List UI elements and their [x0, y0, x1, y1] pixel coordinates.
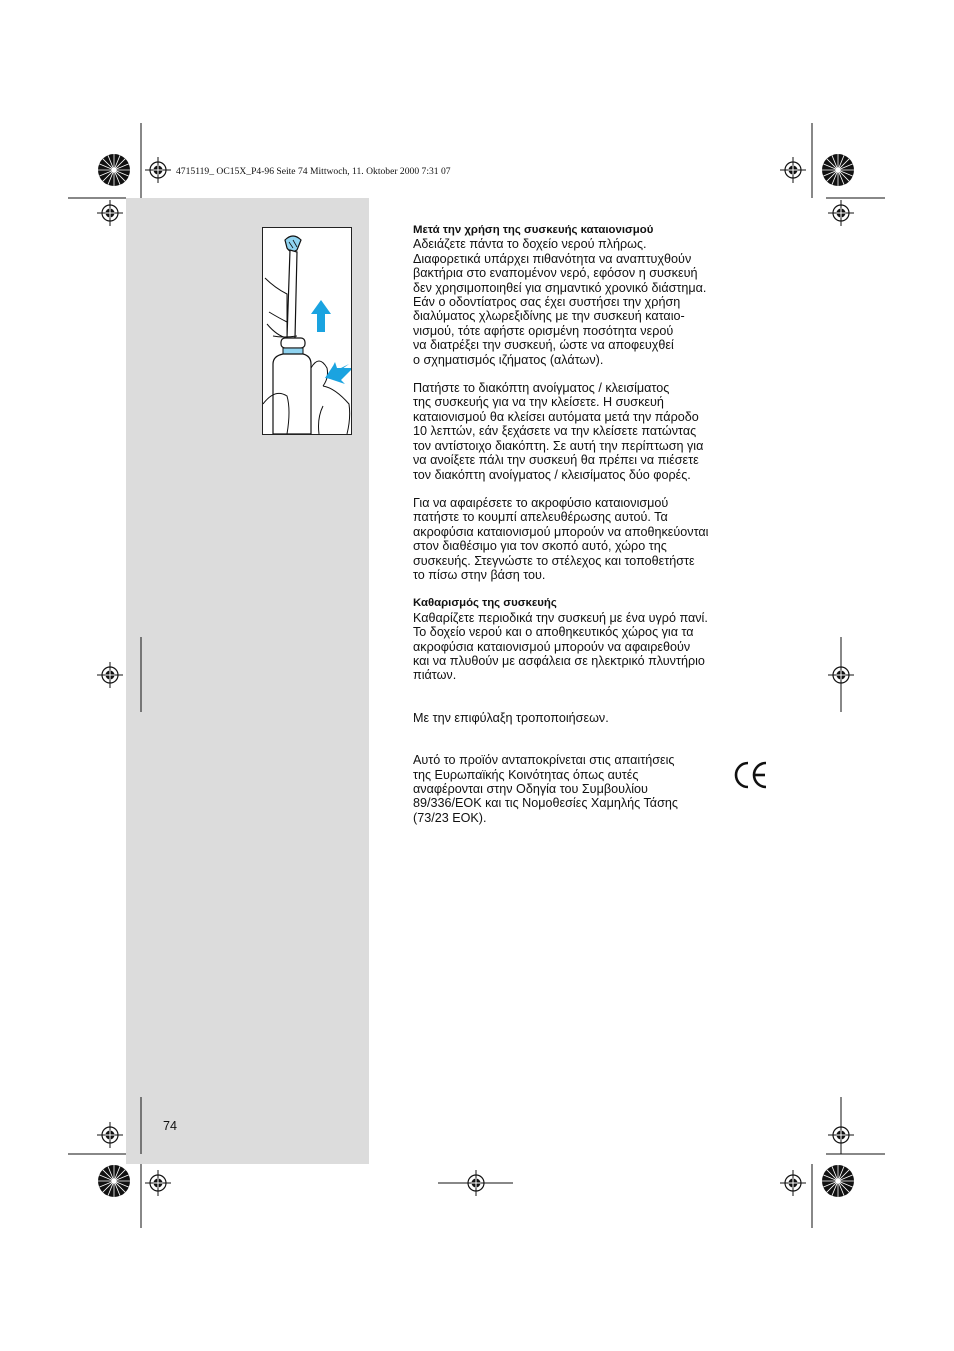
text-line: Το δοχείο νερού και ο αποθηκευτικός χώρος για τα — [413, 625, 694, 640]
text-line: 89/336/ΕΟΚ και τις Νομοθεσίες Χαμηλής Τάσης — [413, 796, 678, 811]
paragraph-after-use-1 — [413, 237, 773, 367]
text-line: πιάτων. — [413, 668, 457, 683]
text-line: (73/23 ΕΟΚ). — [413, 810, 487, 825]
text-line: και να πλυθούν με ασφάλεια σε ηλεκτρικό πλυντήριο — [413, 653, 705, 668]
text-line: Αυτό το προϊόν ανταποκρίνεται στις απαιτήσεις — [413, 753, 675, 768]
text-line: της συσκευής για να την κλείσετε. Η συσκευή — [413, 395, 664, 410]
text-line: Διαφορετικά υπάρχει πιθανότητα να αναπτυχθούν — [413, 251, 692, 266]
illustration-irrigator-hand — [262, 227, 352, 435]
paragraph-after-use-2 — [413, 381, 773, 482]
text-line: να ανοίξετε πάλι την συσκευή θα πρέπει να πιέσετε — [413, 453, 699, 468]
text-line: στον διαθέσιμο για τον σκοπό αυτό, χώρο της — [413, 539, 667, 554]
text-line: Για να αφαιρέσετε το ακροφύσιο καταιονισμού — [413, 495, 669, 510]
text-line: βακτήρια στο εναπομένον νερό, εφόσον η συσκευή — [413, 266, 698, 281]
paragraph-conformity — [413, 753, 773, 825]
text-line: πατήστε το κουμπί απελευθέρωσης αυτού. Τα — [413, 510, 668, 525]
text-line: καταιονισμού θα κλείσει αυτόματα μετά την πάροδο — [413, 409, 699, 424]
paragraph-cleaning — [413, 611, 773, 683]
text-line: Αδειάζετε πάντα το δοχείο νερού πλήρως. — [413, 237, 647, 252]
main-text-column — [413, 223, 773, 825]
heading-cleaning: Καθαρισμός της συσκευής — [413, 597, 557, 610]
print-slug: 4715119_ OC15X_P4-96 Seite 74 Mittwoch, 11. Oktober 2000 7:31 07 — [176, 166, 451, 177]
text-line: ακροφύσια καταιονισμού μπορούν να αποθηκεύονται — [413, 524, 709, 539]
text-line: νισμού, τότε αφήστε ορισμένη ποσότητα νερού — [413, 323, 674, 338]
text-line: Καθαρίζετε περιοδικά την συσκευή με ένα υγρό πανί. — [413, 610, 708, 625]
text-line: τον αντίστοιχο διακόπτη. Σε αυτή την περίπτωση για — [413, 438, 704, 453]
reservation-note: Με την επιφύλαξη τροποποιήσεων. — [413, 710, 609, 725]
text-line: ακροφύσια καταιονισμού μπορούν να αφαιρεθούν — [413, 639, 691, 654]
paragraph-after-use-3 — [413, 496, 773, 582]
text-line: τον διακόπτη ανοίγματος / κλεισίματος δύο φορές. — [413, 467, 691, 482]
text-line: Πατήστε το διακόπτη ανοίγματος / κλεισίματος — [413, 381, 670, 396]
page-number: 74 — [163, 1119, 178, 1133]
text-line: δεν χρησιμοποιηθεί για σημαντικό χρονικό διάστημα. — [413, 280, 707, 295]
text-line: της Ευρωπαϊκής Κοινότητας όπως αυτές — [413, 767, 639, 782]
text-line: το πίσω στην βάση του. — [413, 567, 546, 582]
text-line: να διατρέξει την συσκευή, ώστε να αποφευχθεί — [413, 338, 674, 353]
text-line: διαλύματος χλωρεξιδίνης με την συσκευή καταιο- — [413, 309, 685, 324]
text-line: αναφέρονται στην Οδηγία του Συμβουλίου — [413, 782, 648, 796]
text-line: Εάν ο οδοντίατρος σας έχει συστήσει την χρήση — [413, 295, 681, 310]
text-line: συσκευής. Στεγνώστε το στέλεχος και τοποθετήστε — [413, 553, 695, 568]
irrigator-drawing — [263, 228, 351, 434]
heading-after-use: Μετά την χρήση της συσκευής καταιονισμού — [413, 224, 654, 236]
text-line: ο σχηματισμός ιζήματος (αλάτων). — [413, 352, 604, 367]
ce-mark-icon — [733, 760, 769, 790]
text-line: 10 λεπτών, εάν ξεχάσετε να την κλείσετε πατώντας — [413, 424, 697, 439]
